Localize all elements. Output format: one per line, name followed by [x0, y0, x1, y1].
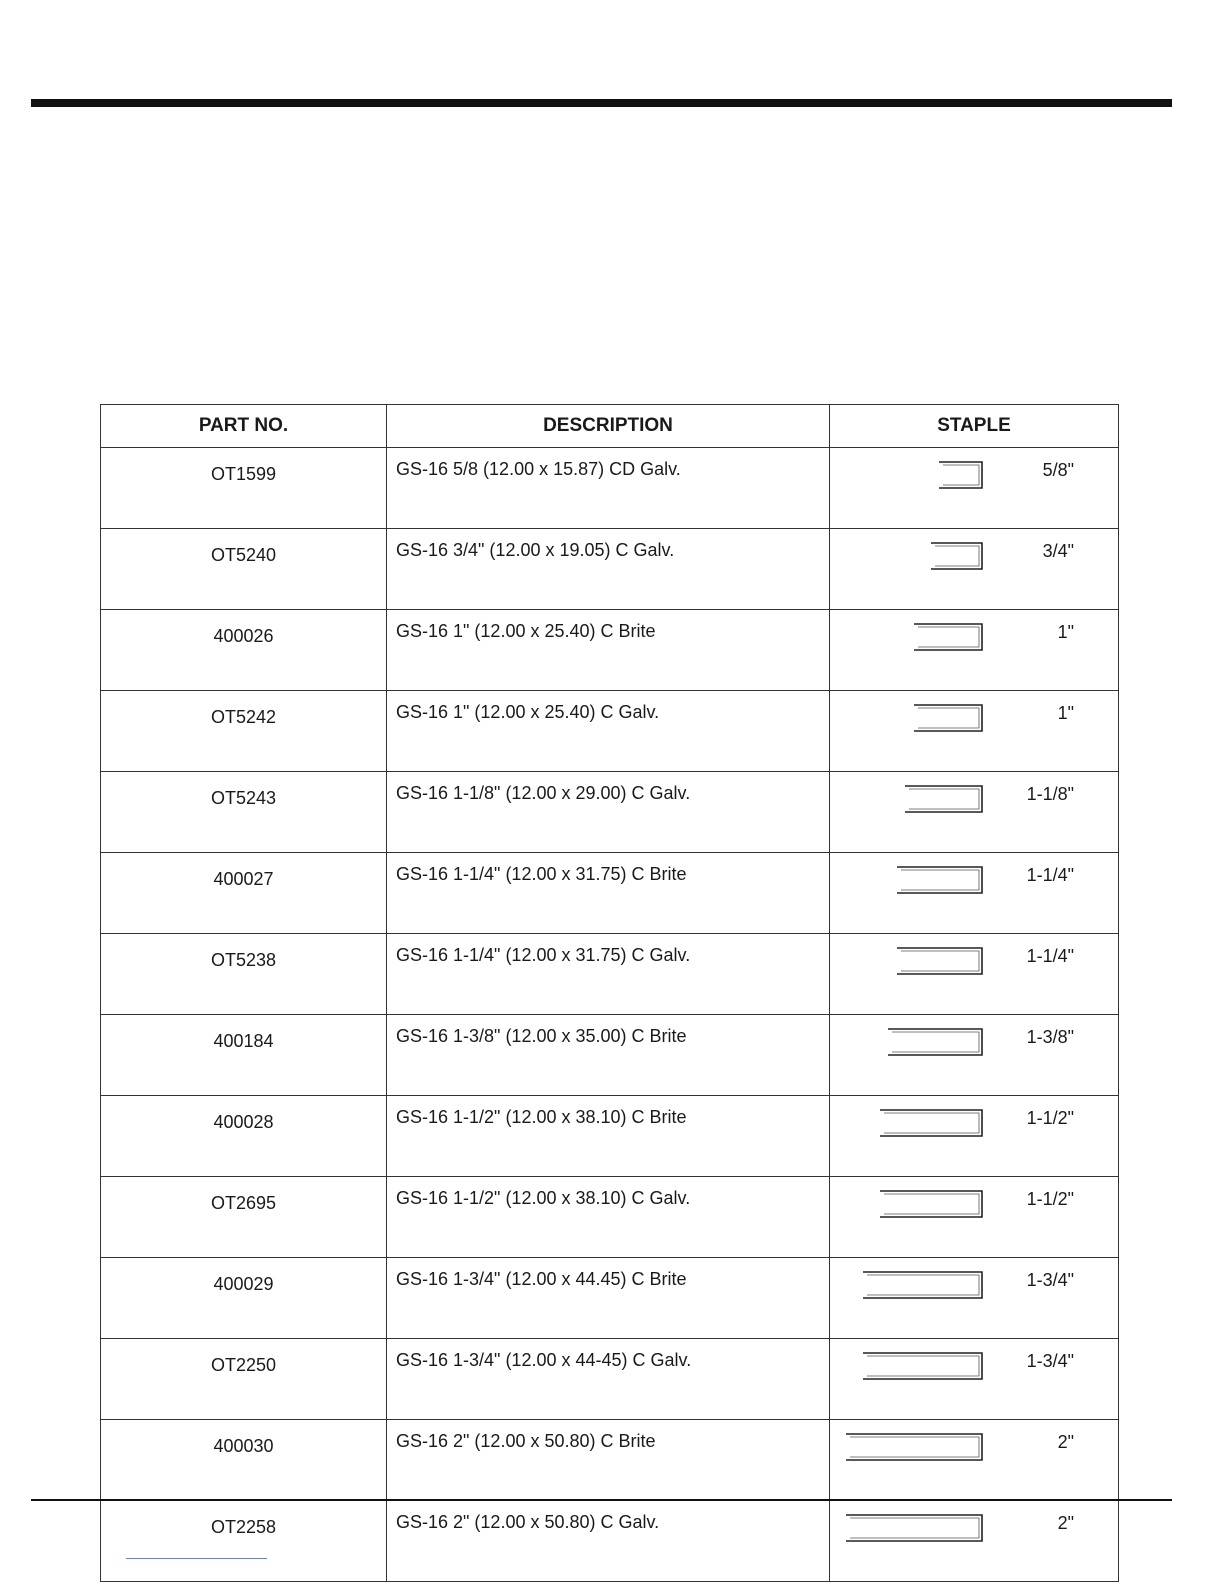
staple-icon — [830, 1258, 1030, 1322]
part-number: OT5240 — [101, 529, 387, 610]
staple-icon — [830, 1015, 1030, 1079]
header-description: DESCRIPTION — [387, 405, 830, 448]
staple-size-label: 1-1/2" — [1026, 1108, 1074, 1128]
part-number: OT5243 — [101, 772, 387, 853]
table-row — [101, 529, 1119, 610]
staple-cell — [830, 772, 1119, 853]
staple-size-label: 1-3/4" — [1026, 1351, 1074, 1371]
staple-parts-table — [100, 404, 1119, 1582]
part-number: OT1599 — [101, 448, 387, 529]
staple-size-label: 1-1/4" — [1026, 865, 1074, 885]
staple-icon — [830, 1339, 1030, 1403]
part-description: GS-16 1-3/4" (12.00 x 44-45) C Galv. — [387, 1339, 830, 1420]
staple-size-label: 3/4" — [1042, 541, 1074, 561]
staple-icon — [830, 1420, 1030, 1484]
part-number: OT2695 — [101, 1177, 387, 1258]
part-description: GS-16 2" (12.00 x 50.80) C Galv. — [387, 1501, 830, 1582]
staple-icon — [830, 1177, 1030, 1241]
part-description: GS-16 1-1/4" (12.00 x 31.75) C Brite — [387, 853, 830, 934]
top-divider — [31, 99, 1172, 107]
header-part-no: PART NO. — [101, 405, 387, 448]
staple-icon — [830, 610, 1030, 674]
staple-cell — [830, 610, 1119, 691]
part-description: GS-16 2" (12.00 x 50.80) C Brite — [387, 1420, 830, 1501]
staple-size-label: 1" — [1057, 622, 1074, 642]
part-description: GS-16 1-1/2" (12.00 x 38.10) C Brite — [387, 1096, 830, 1177]
table-row — [101, 1339, 1119, 1420]
part-description: GS-16 1-1/4" (12.00 x 31.75) C Galv. — [387, 934, 830, 1015]
staple-cell — [830, 1501, 1119, 1582]
staple-cell — [830, 691, 1119, 772]
table-row — [101, 448, 1119, 529]
staple-size-label: 1" — [1057, 703, 1074, 723]
part-number: OT5242 — [101, 691, 387, 772]
staple-size-label: 1-3/4" — [1026, 1270, 1074, 1290]
table-header-row — [101, 405, 1119, 448]
part-description: GS-16 3/4" (12.00 x 19.05) C Galv. — [387, 529, 830, 610]
staple-cell — [830, 1339, 1119, 1420]
part-number: 400028 — [101, 1096, 387, 1177]
staple-icon — [830, 1501, 1030, 1565]
table-row — [101, 772, 1119, 853]
table-row — [101, 1420, 1119, 1501]
part-description: GS-16 1" (12.00 x 25.40) C Brite — [387, 610, 830, 691]
part-number: 400030 — [101, 1420, 387, 1501]
staple-size-label: 2" — [1057, 1432, 1074, 1452]
staple-cell — [830, 1096, 1119, 1177]
table-row — [101, 853, 1119, 934]
staple-size-label: 1-1/4" — [1026, 946, 1074, 966]
staple-icon — [830, 448, 1030, 512]
footer-underline — [126, 1558, 267, 1559]
staple-cell — [830, 1420, 1119, 1501]
staple-icon — [830, 772, 1030, 836]
part-number: 400029 — [101, 1258, 387, 1339]
staple-icon — [830, 691, 1030, 755]
staple-icon — [830, 853, 1030, 917]
table-row — [101, 1258, 1119, 1339]
staple-size-label: 2" — [1057, 1513, 1074, 1533]
header-staple: STAPLE — [830, 405, 1119, 448]
staple-size-label: 1-1/2" — [1026, 1189, 1074, 1209]
table-row — [101, 610, 1119, 691]
staple-cell — [830, 448, 1119, 529]
staple-icon — [830, 529, 1030, 593]
staple-icon — [830, 934, 1030, 998]
part-number: 400026 — [101, 610, 387, 691]
table-row — [101, 1015, 1119, 1096]
part-number: 400184 — [101, 1015, 387, 1096]
table-row — [101, 1501, 1119, 1582]
staple-size-label: 5/8" — [1042, 460, 1074, 480]
staple-cell — [830, 529, 1119, 610]
part-number: OT2258 — [101, 1501, 387, 1582]
part-description: GS-16 1-3/8" (12.00 x 35.00) C Brite — [387, 1015, 830, 1096]
part-number: OT5238 — [101, 934, 387, 1015]
staple-size-label: 1-1/8" — [1026, 784, 1074, 804]
staple-cell — [830, 1258, 1119, 1339]
part-description: GS-16 1-1/2" (12.00 x 38.10) C Galv. — [387, 1177, 830, 1258]
staple-cell — [830, 1177, 1119, 1258]
part-description: GS-16 5/8 (12.00 x 15.87) CD Galv. — [387, 448, 830, 529]
part-description: GS-16 1" (12.00 x 25.40) C Galv. — [387, 691, 830, 772]
part-number: 400027 — [101, 853, 387, 934]
table-row — [101, 691, 1119, 772]
table-row — [101, 1177, 1119, 1258]
table-body — [101, 448, 1119, 1582]
bottom-divider — [31, 1499, 1172, 1501]
staple-icon — [830, 1096, 1030, 1160]
staple-cell — [830, 1015, 1119, 1096]
staple-cell — [830, 934, 1119, 1015]
part-number: OT2250 — [101, 1339, 387, 1420]
part-description: GS-16 1-1/8" (12.00 x 29.00) C Galv. — [387, 772, 830, 853]
table-row — [101, 934, 1119, 1015]
staple-size-label: 1-3/8" — [1026, 1027, 1074, 1047]
table-row — [101, 1096, 1119, 1177]
part-description: GS-16 1-3/4" (12.00 x 44.45) C Brite — [387, 1258, 830, 1339]
staple-cell — [830, 853, 1119, 934]
